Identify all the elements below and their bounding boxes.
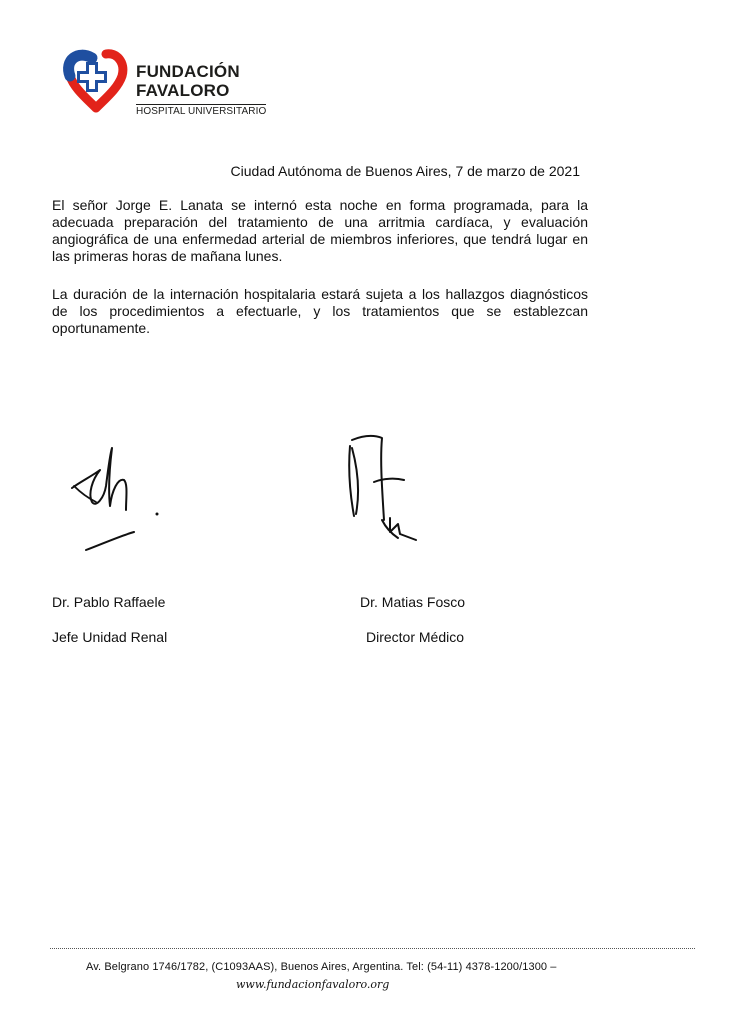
signature-right: [338, 430, 428, 550]
signer-left-name: Dr. Pablo Raffaele: [52, 594, 166, 610]
signature-left: [66, 440, 176, 560]
signer-right-role: Director Médico: [366, 629, 465, 645]
footer-divider: [50, 948, 695, 949]
foundation-logo: [62, 46, 282, 120]
footer-address: Av. Belgrano 1746/1782, (C1093AAS), Buenos Aires, Argentina. Tel: (54-11) 4378-1200/1300 –: [86, 961, 557, 973]
org-subtitle: HOSPITAL UNIVERSITARIO: [136, 106, 267, 117]
body-paragraph-1: El señor Jorge E. Lanata se internó esta noche en forma programada, para la adecuada preparación del tratamiento de una arritmia cardíaca, y evaluación angiográfica de una enfermedad arterial de miembros inferiores, que tendrá lugar en las primeras horas de mañana lunes.: [52, 197, 588, 264]
org-name-line2: FAVALORO: [136, 81, 230, 100]
signer-right-name: Dr. Matias Fosco: [360, 594, 466, 610]
signer-left-role: Jefe Unidad Renal: [52, 629, 168, 645]
footer-website: www.fundacionfavaloro.org: [236, 978, 390, 991]
org-name-line1: FUNDACIÓN: [136, 62, 240, 81]
heart-cross-logo-icon: [62, 46, 130, 114]
body-paragraph-2: La duración de la internación hospitalaria estará sujeta a los hallazgos diagnósticos de los procedimientos a efectuarle, y los tratamientos que se establezcan oportunamente.: [52, 286, 588, 336]
place-and-date: Ciudad Autónoma de Buenos Aires, 7 de marzo de 2021: [230, 163, 580, 179]
